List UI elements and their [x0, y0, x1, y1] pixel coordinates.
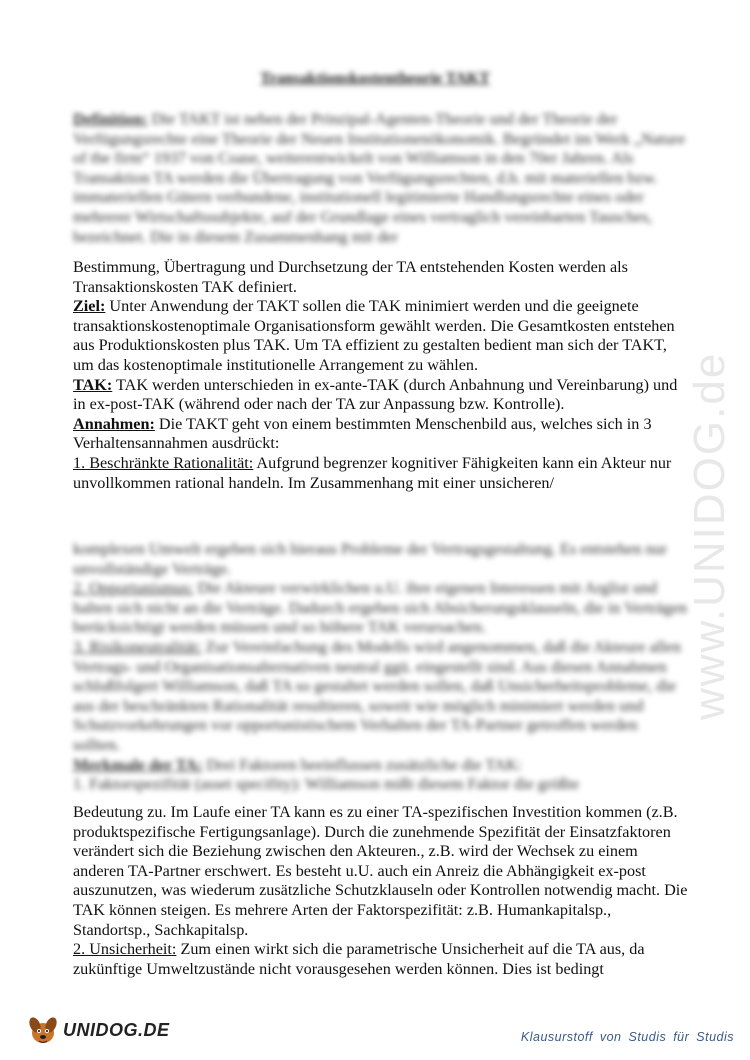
rationalitaet-text: Aufgrund begrenzer kognitiver Fähigkeiten kann ein Akteur nur unvollkommen rational handeln. Im Zusammenhang mit einer unsicheren/	[73, 453, 672, 492]
tak-paragraph	[73, 376, 688, 415]
ziel-label: Ziel:	[73, 297, 106, 316]
clear-section-1	[73, 258, 688, 493]
opportunismus-label: 2. Opportunismus:	[73, 579, 194, 598]
footer-logo[interactable]	[25, 1013, 170, 1047]
unsicherheit-text: Zum einen wirkt sich die parametrische Unsicherheit auf die TA aus, da zukünftige Umweltzustände nicht vorausgesehen werden können. Dies ist bedingt	[73, 940, 645, 978]
faktorspezifitaet-text: Bedeutung zu. Im Laufe einer TA kann es zu einer TA-spezifischen Investition kommen (z.B. produktspezifische Fertigungsanlage). Durch die zunehmende Spezifität der Einsatzfaktoren verändert sich die Beziehung zwischen den Akteuren., z.B. wird der Wechsek zu einem anderen TA-Partner erschwert. Es besteht u.U. auch ein Anreiz die Abhängigkeit ex-post auszunutzen, was wiederum zusätzliche Schutzklauseln oder Kontrollen notwendig macht. Die TAK können steigen. Es mehrere Arten der Faktorspezifität: z.B. Humankapitalsp., Standortsp., Sachkapitalsp.	[73, 803, 688, 939]
annahmen-paragraph	[73, 415, 688, 454]
rationalitaet-label: 1. Beschränkte Rationalität:	[73, 453, 254, 472]
merkmale-label: Merkmale der TA:	[73, 755, 203, 774]
merkmale-text: Drei Faktoren beeinflussen zusätzliche die TAK:	[202, 755, 522, 774]
unsicherheit-label: 2. Unsicherheit:	[73, 940, 177, 959]
definition-label: Definition:	[73, 110, 148, 128]
watermark	[640, 280, 750, 780]
blurred-definition-paragraph	[73, 110, 688, 247]
ziel-paragraph	[73, 297, 688, 375]
unsicherheit-paragraph	[73, 940, 688, 979]
watermark-text: www.UNIDOG.de	[685, 351, 734, 720]
rationalitaet-paragraph	[73, 454, 688, 493]
ziel-text: Unter Anwendung der TAKT sollen die TAK minimiert werden und die geeignete transaktionskostenoptimale Organisationsform gewählt werden. Die Gesamtkosten entstehen aus Produktionskosten plus TAK. Um TA effizient zu gestalten bedient man sich der TAKT, um das kostenoptimale institutionelle Arrangement zu wählen.	[73, 297, 675, 374]
definition-text: Die TAKT ist neben der Prinzipal-Agenten-Theorie und der Theorie der Verfügungsrechte eine Theorie der Neuen Institutionenökonomik. Begründet im Werk „Nature of the firm“ 1937 von Coase, weiterentwickelt von Williamson in den 70er Jahren. Als Transaktion TA werden die Übertragung von Verfügungsrechten, d.h. mit materiellen bzw. immateriellen Gütern verbundene, institutionell legitimierte Handlungsrechte eines oder mehrerer Wirtschaftssubjekte, auf der Grundlage eines vertraglich vereinbarten Tausches, bezeichnet. Die in diesem Zusammenhang mit der	[73, 110, 686, 246]
tak-definition-text: Bestimmung, Übertragung und Durchsetzung der TA entstehenden Kosten werden als Transaktionskosten TAK definiert.	[73, 258, 628, 296]
opportunismus-text: Die Akteure verwirklichen u.U. ihre eigenen Interessen mit Arglist und halten sich nicht an die Verträge. Dadurch ergeben sich Absicherungsklauseln, die in Verträgen berücksichtigt werden müssen und so höhere TAK verursachen.	[73, 579, 688, 637]
logo-text: UNIDOG.DE	[63, 1019, 170, 1040]
merkmale-paragraph	[73, 756, 688, 776]
risikoneutralitaet-paragraph	[73, 638, 688, 756]
blurred-assumptions-section	[73, 540, 688, 795]
faktorspezifitaet-line: 1. Faktorspezifität (asset specifity): Williamson mißt diesem Faktor die größte	[73, 775, 580, 794]
annahmen-text: Die TAKT geht von einem bestimmten Menschenbild aus, welches sich in 3 Verhaltensannahmen ausdrückt:	[73, 414, 652, 453]
risikoneutralitaet-label: 3. Risikoneutralität:	[73, 637, 202, 656]
annahmen-label: Annahmen:	[73, 414, 155, 433]
clear-section-2	[73, 803, 688, 979]
dog-icon	[25, 1013, 59, 1047]
blurred-line: komplexen Umwelt ergeben sich hieraus Probleme der Vertragsgestaltung. Es entstehen nur unvollständige Verträge.	[73, 540, 668, 578]
document-title: Transaktionskostentheorie TAKT	[260, 70, 490, 87]
tak-label: TAK:	[73, 375, 113, 394]
risikoneutralitaet-text: Zur Vereinfachung des Modells wird angenommen, daß die Akteure allen Vertrags- und Organisationsalternativen neutral ggü. eingestellt sind. Aus diesen Annahmen schlußfolgert Williamson, daß TA so gestaltet werden sollen, daß Unsicherheitsprobleme, die aus der beschränkten Rationalität resultieren, soweit wie möglich minimiert werden und Schutzvorkehrungen vor opportunistischem Verhalten der TA-Partner getroffen werden sollten.	[73, 637, 681, 754]
footer-tagline: Klausurstoff von Studis für Studis	[520, 1030, 734, 1044]
opportunismus-paragraph	[73, 579, 688, 638]
tak-text: TAK werden unterschieden in ex-ante-TAK (durch Anbahnung und Vereinbarung) und in ex-post-TAK (während oder nach der TA zur Anpassung bzw. Kontrolle).	[73, 375, 678, 414]
